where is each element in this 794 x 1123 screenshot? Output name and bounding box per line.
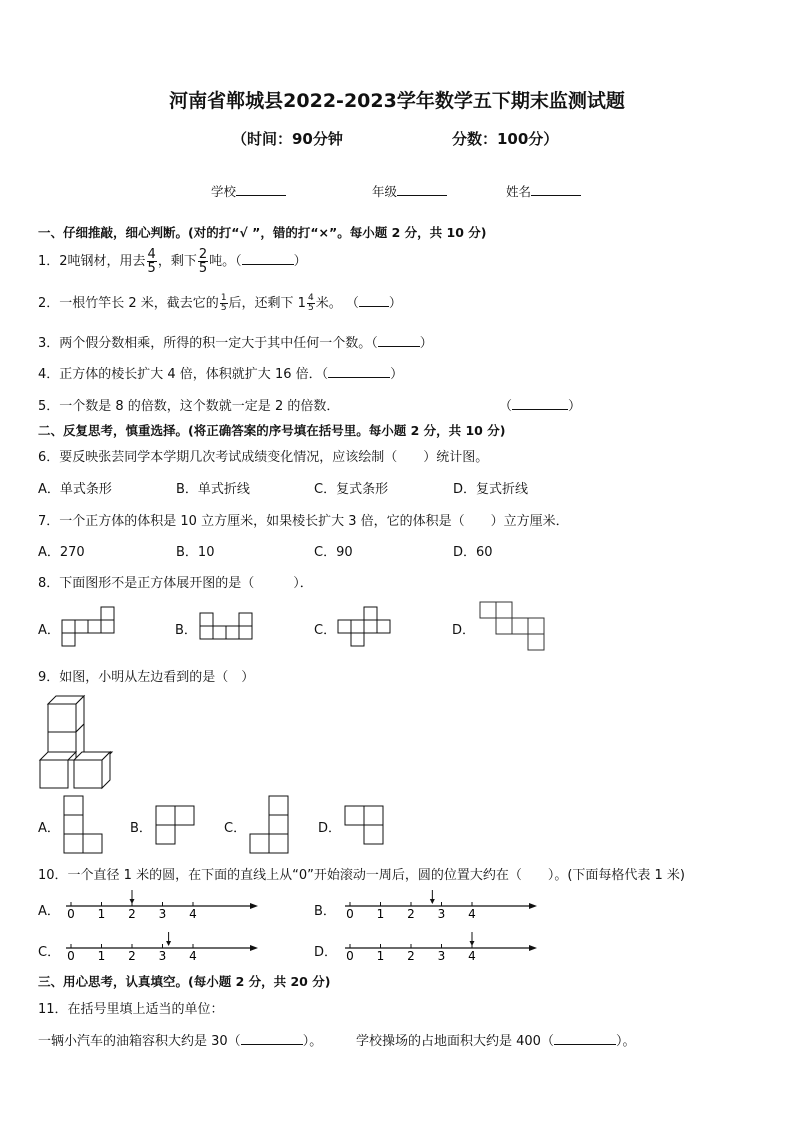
tick-label: 1 [376, 907, 385, 921]
question-7: 7．一个正方体的体积是 10 立方厘米，如果棱长扩大 3 倍，它的体积是（ ）立方厘米． [38, 514, 569, 529]
tick-label: 4 [189, 907, 197, 921]
section1-title: 一、仔细推敲，细心判断。(对的打“√ ”，错的打“×”。每小题 2 分，共 10 分) [38, 225, 487, 240]
question-11b: 学校操场的占地面积大约是 400（ ）。 [356, 1034, 636, 1049]
question-9: 9．如图，小明从左边看到的是（ ） [38, 670, 255, 685]
q9-option-b[interactable]: B． [130, 821, 152, 836]
position-arrowhead [130, 899, 135, 904]
tick-label: 1 [97, 907, 106, 921]
axis-arrowhead [250, 903, 258, 909]
answer-blank-11b[interactable] [554, 1044, 616, 1045]
q6-option-a[interactable]: A．单式条形 [38, 482, 112, 497]
question-2: 2．一根竹竿长 2 米，截去它的 $\frac{1}{5}$ 后，还剩下 1 $\frac{4}{5}$ 米。 （ ） [38, 293, 402, 313]
tick-label: 4 [189, 949, 197, 963]
q7-option-a[interactable]: A．270 [38, 545, 85, 560]
position-arrowhead [430, 899, 435, 904]
answer-blank-3[interactable] [378, 346, 420, 347]
position-arrowhead [470, 941, 475, 946]
question-5: 5．一个数是 8 的倍数，这个数就一定是 2 的倍数． [38, 399, 340, 414]
cube-net-d-figure [480, 602, 548, 652]
q7-option-d[interactable]: D．60 [453, 545, 493, 560]
view-d-figure [345, 806, 385, 846]
question-8: 8．下面图形不是正方体展开图的是（ ）． [38, 576, 313, 591]
name-label: 姓名 [506, 184, 532, 199]
number-line-c [64, 930, 260, 964]
question-4: 4．正方体的棱长扩大 4 倍，体积就扩大 16 倍．（ ） [38, 367, 404, 382]
number-line-d [343, 930, 539, 964]
tick-label: 3 [437, 907, 446, 921]
school-field[interactable] [211, 182, 286, 200]
q6-option-c[interactable]: C．复式条形 [314, 482, 389, 497]
q10-option-c[interactable]: C． [38, 945, 61, 960]
answer-blank-4[interactable] [328, 377, 390, 378]
q9-option-c[interactable]: C． [224, 821, 247, 836]
cube-net-a-figure [62, 607, 116, 647]
axis-arrowhead [250, 945, 258, 951]
answer-5-wrap: （ ） [499, 399, 582, 414]
view-c-figure [250, 796, 290, 856]
axis-arrowhead [529, 903, 537, 909]
tick-label: 1 [97, 949, 106, 963]
q8-option-b[interactable]: B． [175, 623, 197, 638]
tick-label: 0 [346, 907, 354, 921]
school-label: 学校 [211, 184, 237, 199]
q10-option-b[interactable]: B． [314, 904, 336, 919]
tick-label: 2 [128, 907, 136, 921]
cube-net-c-figure [338, 607, 392, 647]
exam-time: （时间：90分钟 [232, 130, 343, 148]
number-line-a [64, 888, 260, 922]
cube-stack-figure [38, 692, 108, 792]
tick-label: 1 [376, 949, 385, 963]
question-1: 1．2吨钢材，用去 $\frac{4}{5}$ ，剩下 $\frac{2}{5}$ 吨。（ ） [38, 247, 307, 276]
tick-label: 2 [407, 907, 415, 921]
tick-label: 0 [67, 949, 75, 963]
cube-net-b-figure [200, 613, 254, 641]
position-arrowhead [166, 941, 171, 946]
answer-blank-2[interactable] [359, 306, 389, 307]
tick-label: 2 [128, 949, 136, 963]
exam-score: 分数：100分） [452, 130, 559, 148]
q8-option-a[interactable]: A． [38, 623, 60, 638]
question-11a: 一辆小汽车的油箱容积大约是 30（ ）。 [38, 1034, 323, 1049]
grade-label: 年级 [372, 184, 398, 199]
answer-blank-11a[interactable] [241, 1044, 303, 1045]
question-11: 11．在括号里填上适当的单位： [38, 1002, 224, 1017]
question-10: 10．一个直径 1 米的圆，在下面的直线上从“0”开始滚动一周后，圆的位置大约在（ ）。(下面每格代表 1 米) [38, 868, 685, 883]
question-6: 6．要反映张芸同学本学期几次考试成绩变化情况，应该绘制（ ）统计图。 [38, 450, 489, 465]
q7-option-c[interactable]: C．90 [314, 545, 353, 560]
tick-label: 3 [158, 949, 167, 963]
view-b-figure [156, 806, 196, 846]
q10-option-a[interactable]: A． [38, 904, 60, 919]
section2-title: 二、反复思考，慎重选择。(将正确答案的序号填在括号里。每小题 2 分，共 10 分) [38, 423, 506, 438]
q6-option-d[interactable]: D．复式折线 [453, 482, 529, 497]
tick-label: 3 [158, 907, 167, 921]
grade-field[interactable] [372, 182, 447, 200]
q10-option-d[interactable]: D． [314, 945, 338, 960]
tick-label: 4 [468, 949, 476, 963]
name-field[interactable] [506, 182, 581, 200]
q9-option-a[interactable]: A． [38, 821, 60, 836]
tick-label: 0 [346, 949, 354, 963]
number-line-b [343, 888, 539, 922]
tick-label: 4 [468, 907, 476, 921]
q8-option-d[interactable]: D． [452, 623, 476, 638]
section3-title: 三、用心思考，认真填空。(每小题 2 分，共 20 分) [38, 974, 331, 989]
q7-option-b[interactable]: B．10 [176, 545, 215, 560]
answer-blank-5[interactable] [512, 409, 568, 410]
view-a-figure [64, 796, 104, 856]
question-3: 3．两个假分数相乘，所得的积一定大于其中任何一个数。（ ） [38, 336, 433, 351]
tick-label: 2 [407, 949, 415, 963]
q8-option-c[interactable]: C． [314, 623, 337, 638]
tick-label: 3 [437, 949, 446, 963]
q9-option-d[interactable]: D． [318, 821, 342, 836]
answer-blank-1[interactable] [242, 264, 294, 265]
page-title: 河南省郸城县2022-2023学年数学五下期末监测试题 [169, 90, 625, 112]
q6-option-b[interactable]: B．单式折线 [176, 482, 250, 497]
axis-arrowhead [529, 945, 537, 951]
tick-label: 0 [67, 907, 75, 921]
